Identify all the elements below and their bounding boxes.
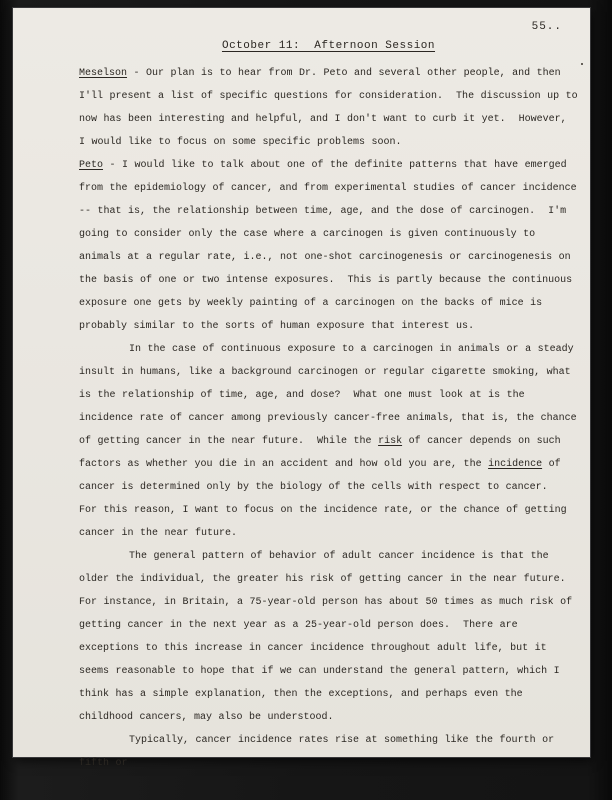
scan-artifact-dot (581, 63, 583, 65)
paragraph (79, 545, 578, 729)
text-segment: - Our plan is to hear from Dr. Peto and several other people, and then I'll present a list of specific questions for consideration. The discussion up to now has been interesting and helpful, and I don't want to curb it yet. However, I would like to focus on some specific problems soon. (79, 68, 585, 148)
paragraph (79, 62, 585, 154)
text-segment: of cancer is determined only by the biology of the cells with respect to cancer. For this reason, I want to focus on the incidence rate, or the chance of getting cancer in the near future. (79, 459, 574, 539)
underlined-term: Peto (79, 160, 104, 171)
session-title: October 11: Afternoon Session (221, 40, 436, 52)
paragraph (79, 338, 584, 545)
page-number: 55.. (531, 21, 562, 33)
underlined-term: Meselson (79, 68, 128, 79)
paragraph (79, 154, 584, 338)
underlined-term: incidence (488, 459, 543, 470)
text-segment: of cancer depends on such factors as whether you die in an accident and how old you are, the (79, 436, 568, 470)
document-page (13, 8, 590, 769)
underlined-term: risk (378, 436, 403, 447)
text-segment: In the case of continuous exposure to a carcinogen in animals or a steady insult in humans, like a background carcinogen or regular cigarette smoking, what is the relationship of time, age, and dose? What one must look at is the incidence rate of cancer among previously cancer-free animals, that is, the chance of getting cancer in the near future. While the (79, 344, 584, 447)
text-segment: The general pattern of behavior of adult cancer incidence is that the older the individual, the greater his risk of getting cancer in the near future. For instance, in Britain, a 75-year-old person has about 50 times as much risk of getting cancer in the next year as a 25-year-old person does. There are exceptions to this increase in cancer incidence throughout adult life, but it seems reasonable to hope that if we can understand the general pattern, which I think has a simple explanation, then the exceptions, and perhaps even the childhood cancers, may also be understood. (79, 551, 579, 723)
text-segment: - I would like to talk about one of the definite patterns that have emerged from the epidemiology of cancer, and from experimental studies of cancer incidence -- that is, the relationship between time, age, and the dose of carcinogen. I'm going to consider only the case where a carcinogen is given continuously to animals at a regular rate, i.e., not one-shot carcinogenesis or carcinogenesis on the basis of one or two intense exposures. This is partly because the continuous exposure one gets by weekly painting of a carcinogen on the backs of mice is probably similar to the sorts of human exposure that interest us. (79, 160, 584, 332)
text-segment: Typically, cancer incidence rates rise at something like the fourth or fifth or (79, 735, 561, 769)
document-body (79, 62, 585, 775)
paragraph (79, 729, 578, 775)
